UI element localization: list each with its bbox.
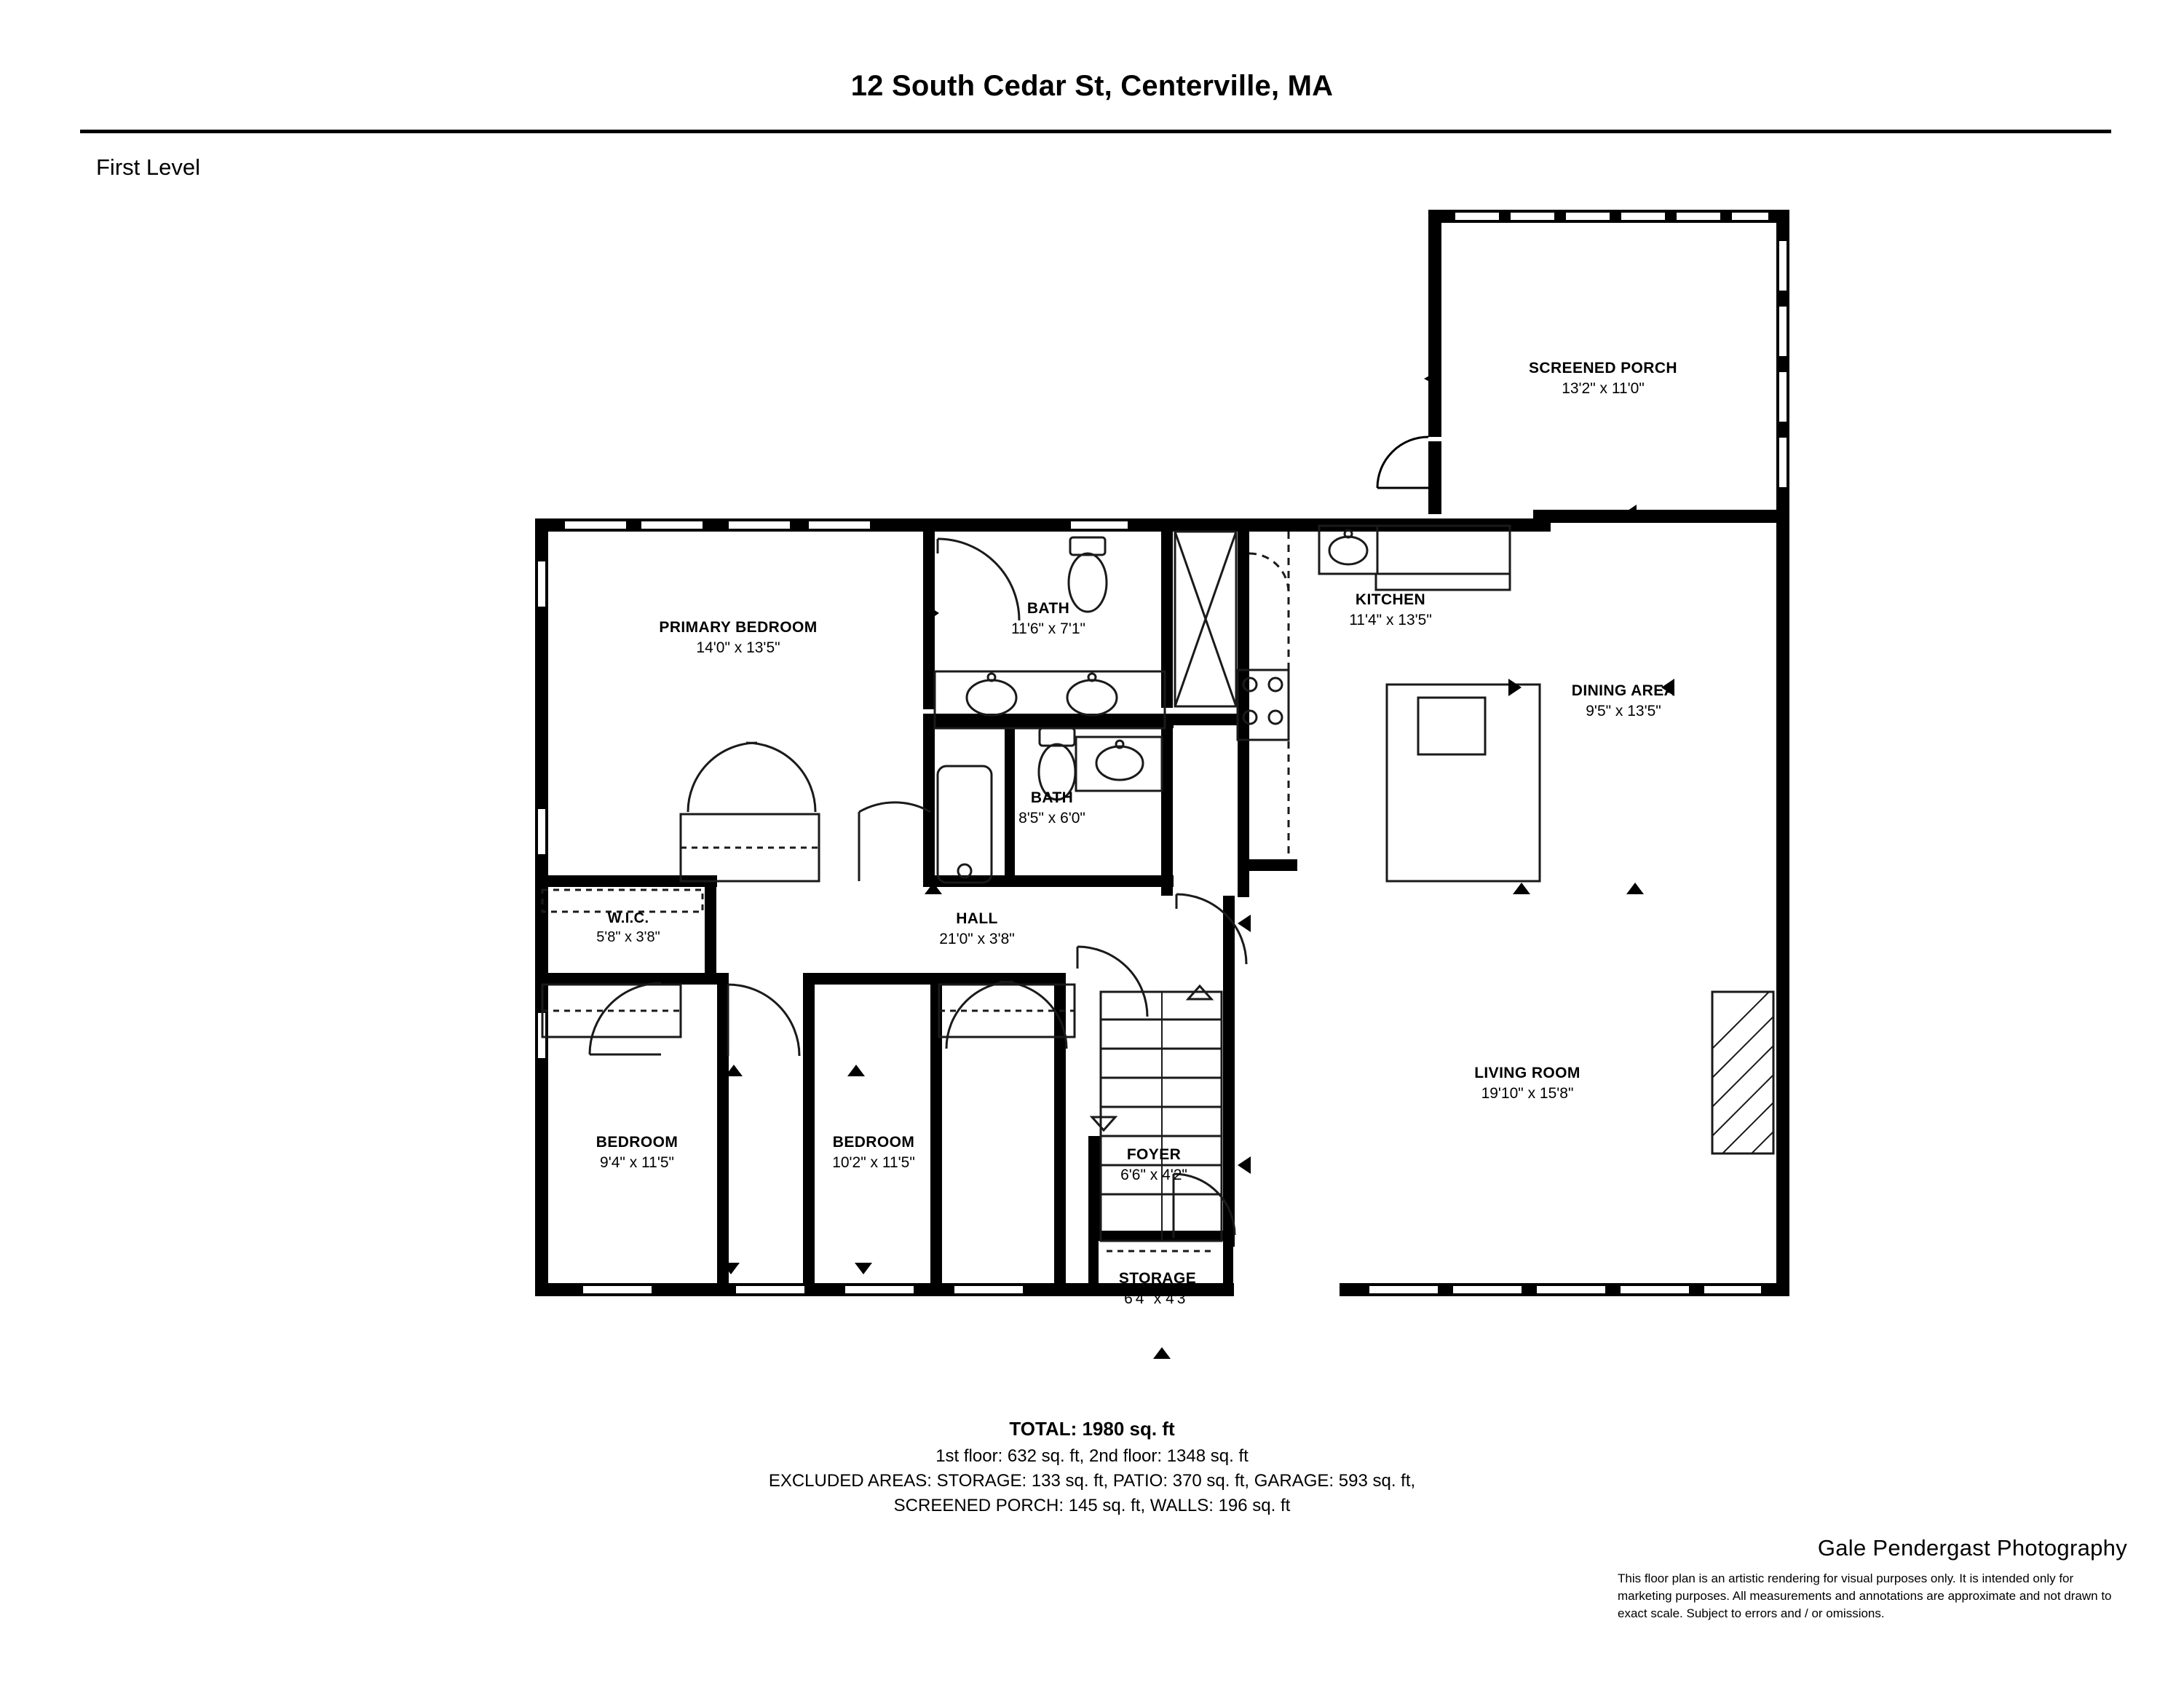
room-name: HALL [956, 910, 998, 927]
room-label-foyer [1070, 1145, 1238, 1185]
room-name: STORAGE [1118, 1270, 1197, 1287]
room-label-kitchen [1289, 590, 1492, 630]
room-label-wic [545, 909, 712, 947]
floor-breakdown: 1st floor: 632 sq. ft, 2nd floor: 1348 sq. ft [935, 1446, 1249, 1466]
room-dimensions: 6'4" x 4'3" [1124, 1290, 1191, 1307]
room-dimensions: 6'6" x 4'2" [1120, 1166, 1187, 1183]
room-label-bath-upper [946, 599, 1150, 639]
room-dimensions: 19'10" x 15'8" [1481, 1084, 1574, 1102]
total-sqft: TOTAL: 1980 sq. ft [1009, 1418, 1175, 1440]
page-title: 12 South Cedar St, Centerville, MA [850, 70, 1334, 102]
totals-block [0, 1416, 2184, 1518]
room-name: BATH [1026, 600, 1070, 617]
room-label-bedroom-left [553, 1132, 721, 1172]
room-dimensions: 8'5" x 6'0" [1018, 809, 1085, 827]
room-dimensions: 9'4" x 11'5" [600, 1153, 674, 1171]
room-dimensions: 13'2" x 11'0" [1562, 379, 1645, 397]
room-dimensions: 5'8" x 3'8" [596, 929, 660, 946]
excluded-areas-line1: EXCLUDED AREAS: STORAGE: 133 sq. ft, PATIO: 370 sq. ft, GARAGE: 593 sq. ft, [768, 1470, 1416, 1491]
level-label: First Level [96, 154, 200, 180]
room-name: BEDROOM [596, 1134, 678, 1151]
room-label-living-room [1404, 1063, 1651, 1103]
room-name: BATH [1030, 789, 1074, 806]
room-label-hall [890, 909, 1064, 949]
room-dimensions: 11'4" x 13'5" [1349, 611, 1432, 628]
photographer-name: Gale Pendergast Photography [1817, 1535, 2127, 1561]
room-name: DINING AREA [1571, 682, 1676, 699]
room-name: SCREENED PORCH [1529, 360, 1677, 376]
room-label-dining-area [1514, 681, 1733, 721]
room-label-primary-bedroom [542, 618, 935, 658]
room-dimensions: 11'6" x 7'1" [1011, 620, 1085, 637]
room-name: BEDROOM [832, 1134, 915, 1151]
view-markers [722, 370, 1674, 1359]
room-label-bath-lower [954, 788, 1150, 828]
room-name: FOYER [1126, 1146, 1182, 1163]
room-dimensions: 14'0" x 13'5" [696, 639, 780, 656]
room-name: PRIMARY BEDROOM [659, 619, 818, 636]
room-label-bedroom-mid [786, 1132, 961, 1172]
room-label-storage [1070, 1269, 1245, 1309]
excluded-areas-line2: SCREENED PORCH: 145 sq. ft, WALLS: 196 sq. ft [893, 1496, 1291, 1516]
disclaimer-text: This floor plan is an artistic rendering for visual purposes only. It is intended only for marketing purposes. All measurements and annotations are approximate and not drawn to exact scale. Subject to errors and / or omissions. [1618, 1571, 2112, 1621]
room-dimensions: 9'5" x 13'5" [1586, 702, 1661, 719]
room-dimensions: 10'2" x 11'5" [832, 1153, 915, 1171]
room-name: LIVING ROOM [1474, 1065, 1580, 1081]
credit-block [1618, 1535, 2127, 1622]
room-label-screened-porch [1501, 358, 1705, 398]
room-name: KITCHEN [1355, 591, 1426, 608]
room-name: W.I.C. [607, 910, 649, 926]
room-dimensions: 21'0" x 3'8" [939, 930, 1015, 947]
